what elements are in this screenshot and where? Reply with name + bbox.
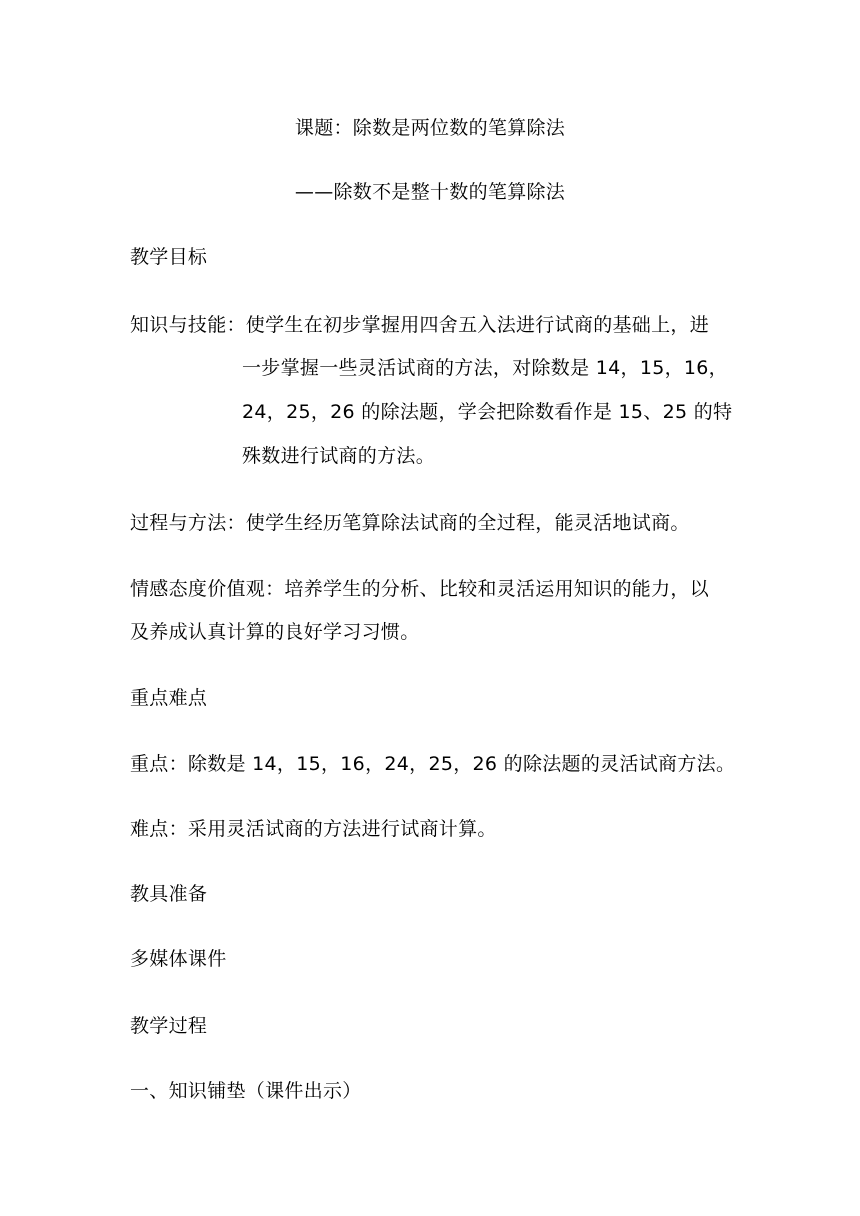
section-heading-objectives: 教学目标 [130,246,208,268]
attitude-line-1: 情感态度价值观：培养学生的分析、比较和灵活运用知识的能力，以 [130,578,710,600]
lesson-title: 课题：除数是两位数的笔算除法 [294,117,566,139]
section-heading-process: 教学过程 [130,1015,208,1037]
knowledge-skills-line-2: 一步掌握一些灵活试商的方法，对除数是 14，15，16， [242,357,728,379]
lesson-subtitle: ——除数不是整十数的笔算除法 [294,181,566,203]
knowledge-skills-line-1: 知识与技能：使学生在初步掌握用四舍五入法进行试商的基础上，进 [130,314,710,336]
key-point-paragraph: 重点：除数是 14，15，16，24，25，26 的除法题的灵活试商方法。 [130,753,736,775]
step-one-heading: 一、知识铺垫（课件出示） [130,1080,362,1102]
knowledge-skills-line-3: 24，25，26 的除法题，学会把除数看作是 15、25 的特 [242,401,733,423]
knowledge-skills-line-4: 殊数进行试商的方法。 [242,445,436,467]
materials-paragraph: 多媒体课件 [130,948,227,970]
attitude-line-2: 及养成认真计算的良好学习习惯。 [130,621,420,643]
section-heading-key-points: 重点难点 [130,687,208,709]
process-method-paragraph: 过程与方法：使学生经历笔算除法试商的全过程，能灵活地试商。 [130,512,690,534]
section-heading-materials: 教具准备 [130,883,208,905]
difficulty-paragraph: 难点：采用灵活试商的方法进行试商计算。 [130,818,497,840]
